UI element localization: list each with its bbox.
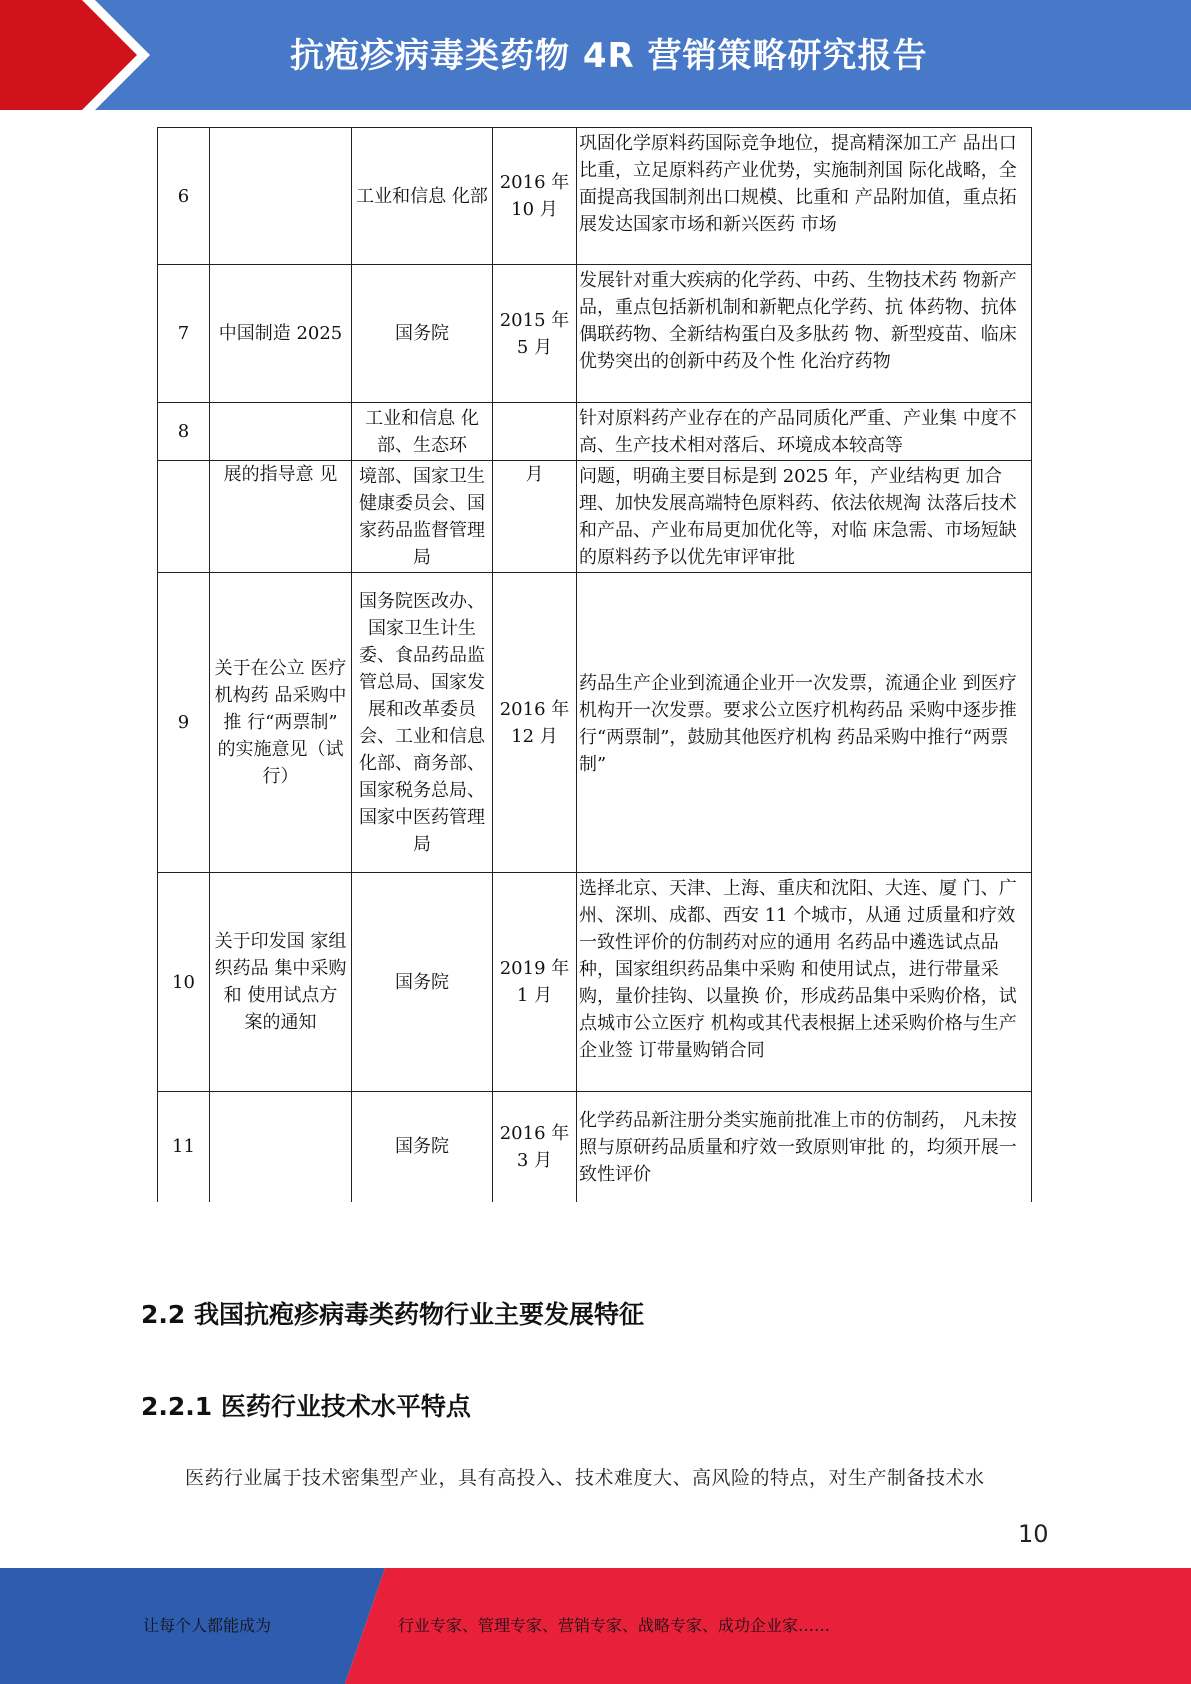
report-title: 抗疱疹病毒类药物 4R 营销策略研究报告: [290, 36, 928, 76]
footer-slogan-right: 行业专家、管理专家、营销专家、战略专家、成功企业家……: [398, 1616, 831, 1635]
policy-content: 化学药品新注册分类实施前批准上市的仿制药， 凡未按照与原研药品质量和疗效一致原则审批 的，均须开展一致性评价: [577, 1092, 1032, 1202]
issuing-department: 工业和信息 化部: [352, 128, 493, 265]
page-number: 10: [1018, 1520, 1049, 1548]
policy-content: 药品生产企业到流通企业开一次发票，流通企业 到医疗机构开一次发票。要求公立医疗机构药品 采购中逐步推行“两票制”，鼓励其他医疗机构 药品采购中推行“两票制”: [577, 573, 1032, 873]
issuing-department: 国务院: [352, 265, 493, 403]
policy-content: 问题，明确主要目标是到 2025 年，产业结构更 加合理、加快发展高端特色原料药、依法依规淘 汰落后技术和产品、产业布局更加优化等，对临 床急需、市场短缺的原料药予以优先审评审批: [577, 461, 1032, 573]
issue-date: 2016 年 10 月: [493, 128, 577, 265]
red-chevron-icon: [0, 0, 150, 110]
issuing-department: 工业和信息 化部、生态环: [352, 403, 493, 461]
table-row: [158, 403, 1032, 461]
policy-name: 展的指导意 见: [210, 461, 352, 573]
footer-slogan-left: 让每个人都能成为: [143, 1616, 272, 1635]
issuing-department: 国务院: [352, 1092, 493, 1202]
policy-content: 针对原料药产业存在的产品同质化严重、产业集 中度不高、生产技术相对落后、环境成本较高等: [577, 403, 1032, 461]
row-number: 9: [158, 573, 210, 873]
policy-name: 中国制造 2025: [210, 265, 352, 403]
policy-name: [210, 1092, 352, 1202]
issue-date: 2015 年 5 月: [493, 265, 577, 403]
row-number: 6: [158, 128, 210, 265]
policy-content: 选择北京、天津、上海、重庆和沈阳、大连、厦 门、广州、深圳、成都、西安 11 个城市，从通 过质量和疗效一致性评价的仿制药对应的通用 名药品中遴选试点品种，国家组织药品集中采购 和使用试点，进行带量采购，量价挂钩、以量换 价，形成药品集中采购价格，试点城市公立医疗 机构或其代表根据上述采购价格与生产企业签 订带量购销合同: [577, 873, 1032, 1092]
policy-name: [210, 128, 352, 265]
table-row: [158, 265, 1032, 403]
row-number: 7: [158, 265, 210, 403]
issuing-department: 国务院: [352, 873, 493, 1092]
issuing-department: 国务院医改办、国家卫生计生委、食品药品监管总局、国家发展和改革委员会、工业和信息化部、商务部、国家税务总局、国家中医药管理局: [352, 573, 493, 873]
row-number: 10: [158, 873, 210, 1092]
subsection-heading: 2.2.1 医药行业技术水平特点: [141, 1392, 471, 1421]
body-paragraph: 医药行业属于技术密集型产业，具有高投入、技术难度大、高风险的特点，对生产制备技术水: [185, 1467, 985, 1489]
table-row: [158, 461, 1032, 573]
issuing-department: 境部、国家卫生健康委员会、国家药品监督管理局: [352, 461, 493, 573]
policy-table: [157, 127, 1032, 1202]
issue-date: 2016 年 3 月: [493, 1092, 577, 1202]
table-row: [158, 573, 1032, 873]
policy-name: 关于在公立 医疗机构药 品采购中推 行“两票制” 的实施意见（试行）: [210, 573, 352, 873]
row-number: 11: [158, 1092, 210, 1202]
row-number: 8: [158, 403, 210, 461]
policy-name: 关于印发国 家组织药品 集中采购和 使用试点方 案的通知: [210, 873, 352, 1092]
issue-date: [493, 403, 577, 461]
issue-date: 2016 年 12 月: [493, 573, 577, 873]
table-row: [158, 873, 1032, 1092]
section-heading: 2.2 我国抗疱疹病毒类药物行业主要发展特征: [141, 1300, 644, 1329]
table-row: [158, 1092, 1032, 1202]
table-row: [158, 128, 1032, 265]
issue-date: 月: [493, 461, 577, 573]
row-number: [158, 461, 210, 573]
issue-date: 2019 年 1 月: [493, 873, 577, 1092]
policy-content: 发展针对重大疾病的化学药、中药、生物技术药 物新产品，重点包括新机制和新靶点化学药、抗 体药物、抗体偶联药物、全新结构蛋白及多肽药 物、新型疫苗、临床优势突出的创新中药及个性 化治疗药物: [577, 265, 1032, 403]
report-header: [0, 0, 1191, 110]
policy-name: [210, 403, 352, 461]
policy-content: 巩固化学原料药国际竞争地位，提高精深加工产 品出口比重，立足原料药产业优势，实施制剂国 际化战略，全面提高我国制剂出口规模、比重和 产品附加值，重点拓展发达国家市场和新兴医药 市场: [577, 128, 1032, 265]
